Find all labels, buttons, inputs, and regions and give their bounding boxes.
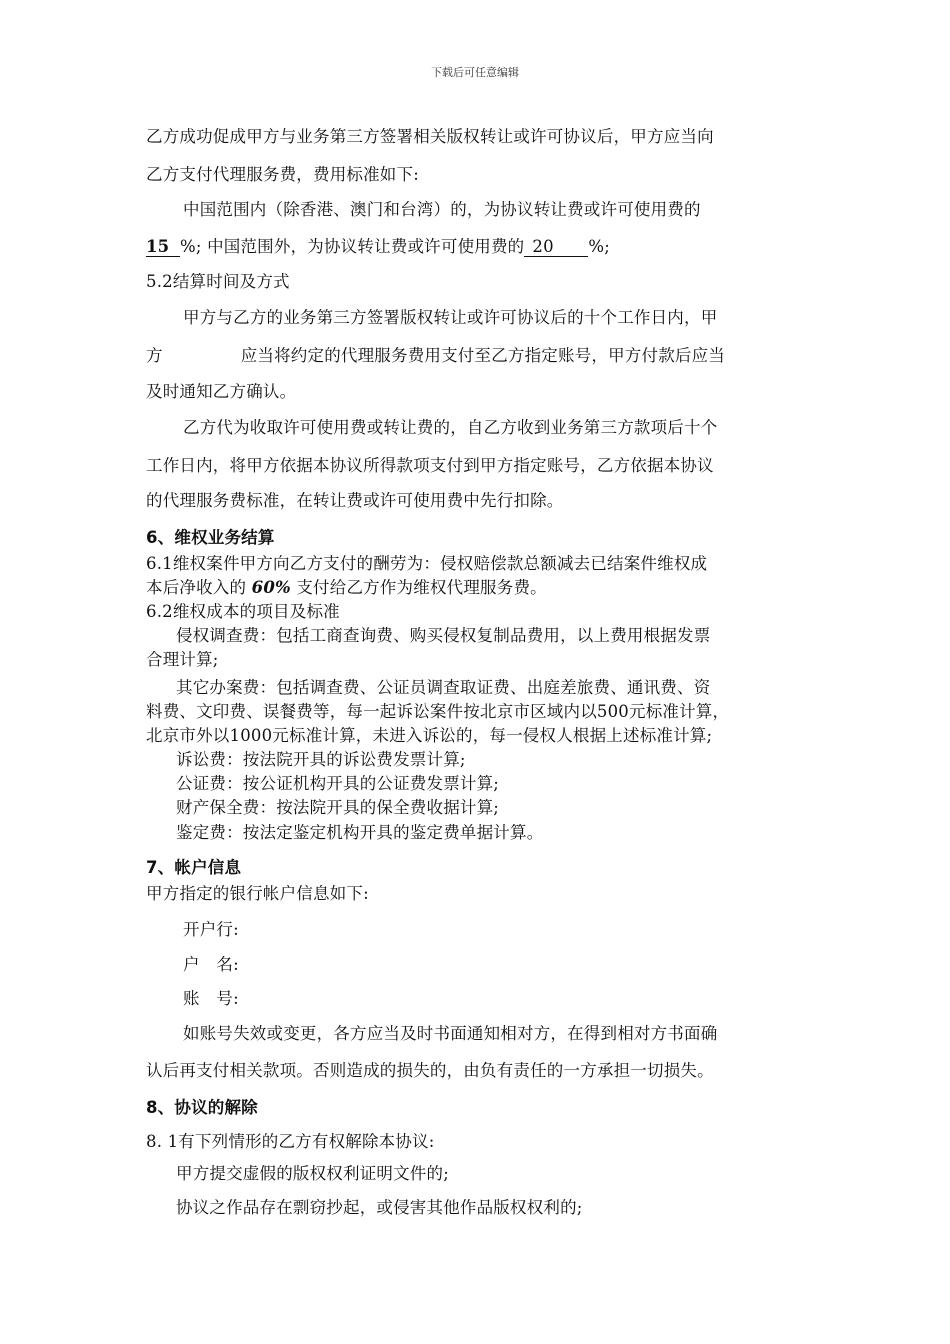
paragraph-text: 本后净收入的 xyxy=(146,578,247,597)
paragraph-line: 其它办案费：包括调查费、公证员调查取证费、出庭差旅费、通讯费、资 xyxy=(176,678,711,697)
section-title-8-1: 8. 1有下列情形的乙方有权解除本协议: xyxy=(146,1132,435,1151)
paragraph-line: 甲方提交虚假的版权权利证明文件的; xyxy=(176,1164,449,1183)
section-title-6: 6、维权业务结算 xyxy=(146,528,275,547)
paragraph-line: 工作日内，将甲方依据本协议所得款项支付到甲方指定账号，乙方依据本协议 xyxy=(146,456,714,475)
paragraph-line: 合理计算; xyxy=(146,650,219,669)
section-title-7: 7、帐户信息 xyxy=(146,858,242,877)
paragraph-line: 诉讼费：按法院开具的诉讼费发票计算; xyxy=(176,750,466,769)
bank-name-label: 开户行: xyxy=(183,920,239,939)
paragraph-line: 乙方支付代理服务费，费用标准如下: xyxy=(146,165,419,184)
paragraph-line: 甲方指定的银行帐户信息如下: xyxy=(146,884,369,903)
section-title-8: 8、协议的解除 xyxy=(146,1098,258,1117)
paragraph-line: 公证费：按公证机构开具的公证费发票计算; xyxy=(176,774,500,793)
section-title-5-2: 5.2结算时间及方式 xyxy=(146,272,290,291)
paragraph-line: 如账号失效或变更，各方应当及时书面通知相对方，在得到相对方书面确 xyxy=(183,1024,718,1043)
paragraph-text: 应当将约定的代理服务费用支付至乙方指定账号，甲方付款后应当 xyxy=(240,346,726,365)
paragraph-line xyxy=(146,348,725,365)
paragraph-line: 侵权调查费：包括工商查询费、购买侵权复制品费用，以上费用根据发票 xyxy=(176,626,711,645)
paragraph-line: 料费、文印费、误餐费等，每一起诉讼案件按北京市区域内以500元标准计算， xyxy=(146,702,730,721)
paragraph-line xyxy=(146,580,547,597)
paragraph-line: 认后再支付相关款项。否则造成的损失的，由负有责任的一方承担一切损失。 xyxy=(146,1061,714,1080)
paragraph-line: 财产保全费：按法院开具的保全费收据计算; xyxy=(176,798,500,817)
paragraph-text: 支付给乙方作为维权代理服务费。 xyxy=(296,578,547,597)
paragraph-line: 鉴定费：按法定鉴定机构开具的鉴定费单据计算。 xyxy=(176,823,544,842)
domestic-rate-value: 15 xyxy=(146,239,180,257)
paragraph-line: 乙方代为收取许可使用费或转让费的，自乙方收到业务第三方款项后十个 xyxy=(183,418,718,437)
paragraph-line: 乙方成功促成甲方与业务第三方签署相关版权转让或许可协议后，甲方应当向 xyxy=(146,127,714,146)
paragraph-line: 6.1维权案件甲方向乙方支付的酬劳为：侵权赔偿款总额减去已结案件维权成 xyxy=(146,554,708,573)
rights-fee-percent: 60% xyxy=(251,578,291,597)
paragraph-line: 及时通知乙方确认。 xyxy=(146,382,297,401)
fee-rate-end: %; xyxy=(588,237,611,256)
account-holder-label: 户 名: xyxy=(183,955,239,974)
account-number-label: 账 号: xyxy=(183,989,239,1008)
page-header: 下载后可任意编辑 xyxy=(431,66,519,79)
paragraph-line: 的代理服务费标准，在转让费或许可使用费中先行扣除。 xyxy=(146,491,564,510)
paragraph-line: 协议之作品存在剽窃抄起，或侵害其他作品版权权利的; xyxy=(176,1198,583,1217)
foreign-rate-value: 20 xyxy=(524,239,588,257)
paragraph-text: 方 xyxy=(146,346,163,365)
paragraph-line: 甲方与乙方的业务第三方签署版权转让或许可协议后的十个工作日内，甲 xyxy=(183,308,718,327)
fee-rate-line xyxy=(146,239,610,257)
fee-rate-text: %; 中国范围外，为协议转让费或许可使用费的 xyxy=(180,237,525,256)
paragraph-line: 北京市外以1000元标准计算，未进入诉讼的，每一侵权人根据上述标准计算; xyxy=(146,726,713,745)
paragraph-line: 中国范围内（除香港、澳门和台湾）的，为协议转让费或许可使用费的 xyxy=(183,200,701,219)
section-title-6-2: 6.2维权成本的项目及标准 xyxy=(146,602,340,621)
